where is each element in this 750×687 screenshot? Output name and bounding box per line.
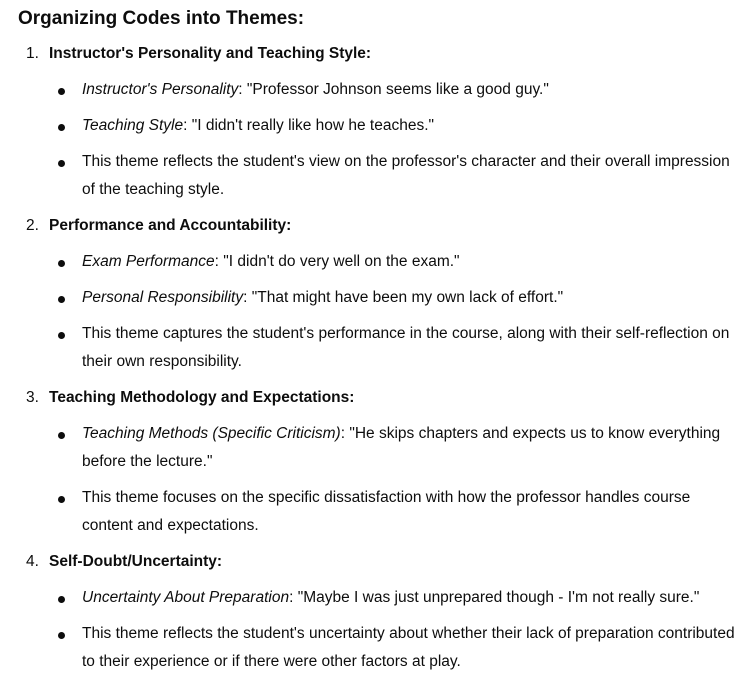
code-item [18,244,750,280]
code-item [18,108,750,144]
theme-number: 2. [26,217,39,234]
code-quote: "Maybe I was just unprepared though - I'm not really sure." [297,589,700,606]
code-name: Exam Performance [82,253,215,270]
code-name: Personal Responsibility [82,289,244,306]
code-list [18,72,750,208]
bullet-dot-icon [58,596,65,603]
theme-summary [18,316,750,380]
code-item [18,72,750,108]
code-item [18,416,750,480]
bullet-dot-icon [58,496,65,503]
bullet-dot-icon [58,88,65,95]
bullet-dot-icon [58,124,65,131]
code-quote: "That might have been my own lack of effort." [251,289,564,306]
code-list [18,244,750,380]
bullet-dot-icon [58,296,65,303]
theme-heading [18,544,750,580]
code-separator: : [214,253,224,270]
code-separator: : [183,117,192,134]
code-name: Teaching Methods (Specific Criticism) [82,425,341,442]
summary-text: This theme reflects the student's view on the professor's character and their overall impression of the teaching style. [82,153,730,198]
bullet-dot-icon [58,632,65,639]
code-quote: "Professor Johnson seems like a good guy." [246,81,549,98]
theme-heading [18,208,750,244]
theme-item [18,208,750,380]
code-list [18,416,750,544]
theme-title: Teaching Methodology and Expectations: [49,389,355,406]
code-separator: : [238,81,247,98]
code-item [18,280,750,316]
code-separator: : [243,289,252,306]
summary-text: This theme focuses on the specific dissatisfaction with how the professor handles course content and expectations. [82,489,691,534]
theme-heading [18,380,750,416]
theme-heading [18,36,750,72]
theme-item [18,544,750,680]
theme-summary [18,616,750,680]
code-quote: "I didn't do very well on the exam." [223,253,460,270]
theme-list [18,36,750,680]
page-title: Organizing Codes into Themes: [18,8,305,29]
code-separator: : [340,425,350,442]
theme-number: 4. [26,553,39,570]
theme-summary [18,144,750,208]
theme-title: Performance and Accountability: [49,217,292,234]
theme-title: Instructor's Personality and Teaching Style: [49,45,372,62]
summary-text: This theme captures the student's performance in the course, along with their self-reflection on their own responsibility. [82,325,730,370]
summary-text: This theme reflects the student's uncertainty about whether their lack of preparation contributed to their experience or if there were other factors at play. [82,625,735,670]
bullet-dot-icon [58,332,65,339]
code-name: Uncertainty About Preparation [82,589,290,606]
theme-number: 1. [26,45,39,62]
theme-summary [18,480,750,544]
theme-item [18,36,750,208]
code-name: Instructor's Personality [82,81,239,98]
code-separator: : [289,589,298,606]
code-name: Teaching Style [82,117,184,134]
code-item [18,580,750,616]
theme-title: Self-Doubt/Uncertainty: [49,553,223,570]
code-quote: "I didn't really like how he teaches." [191,117,435,134]
theme-number: 3. [26,389,39,406]
code-quote: "He skips chapters and expects us to know everything before the lecture." [82,425,721,470]
theme-item [18,380,750,544]
bullet-dot-icon [58,160,65,167]
bullet-dot-icon [58,432,65,439]
code-list [18,580,750,680]
bullet-dot-icon [58,260,65,267]
